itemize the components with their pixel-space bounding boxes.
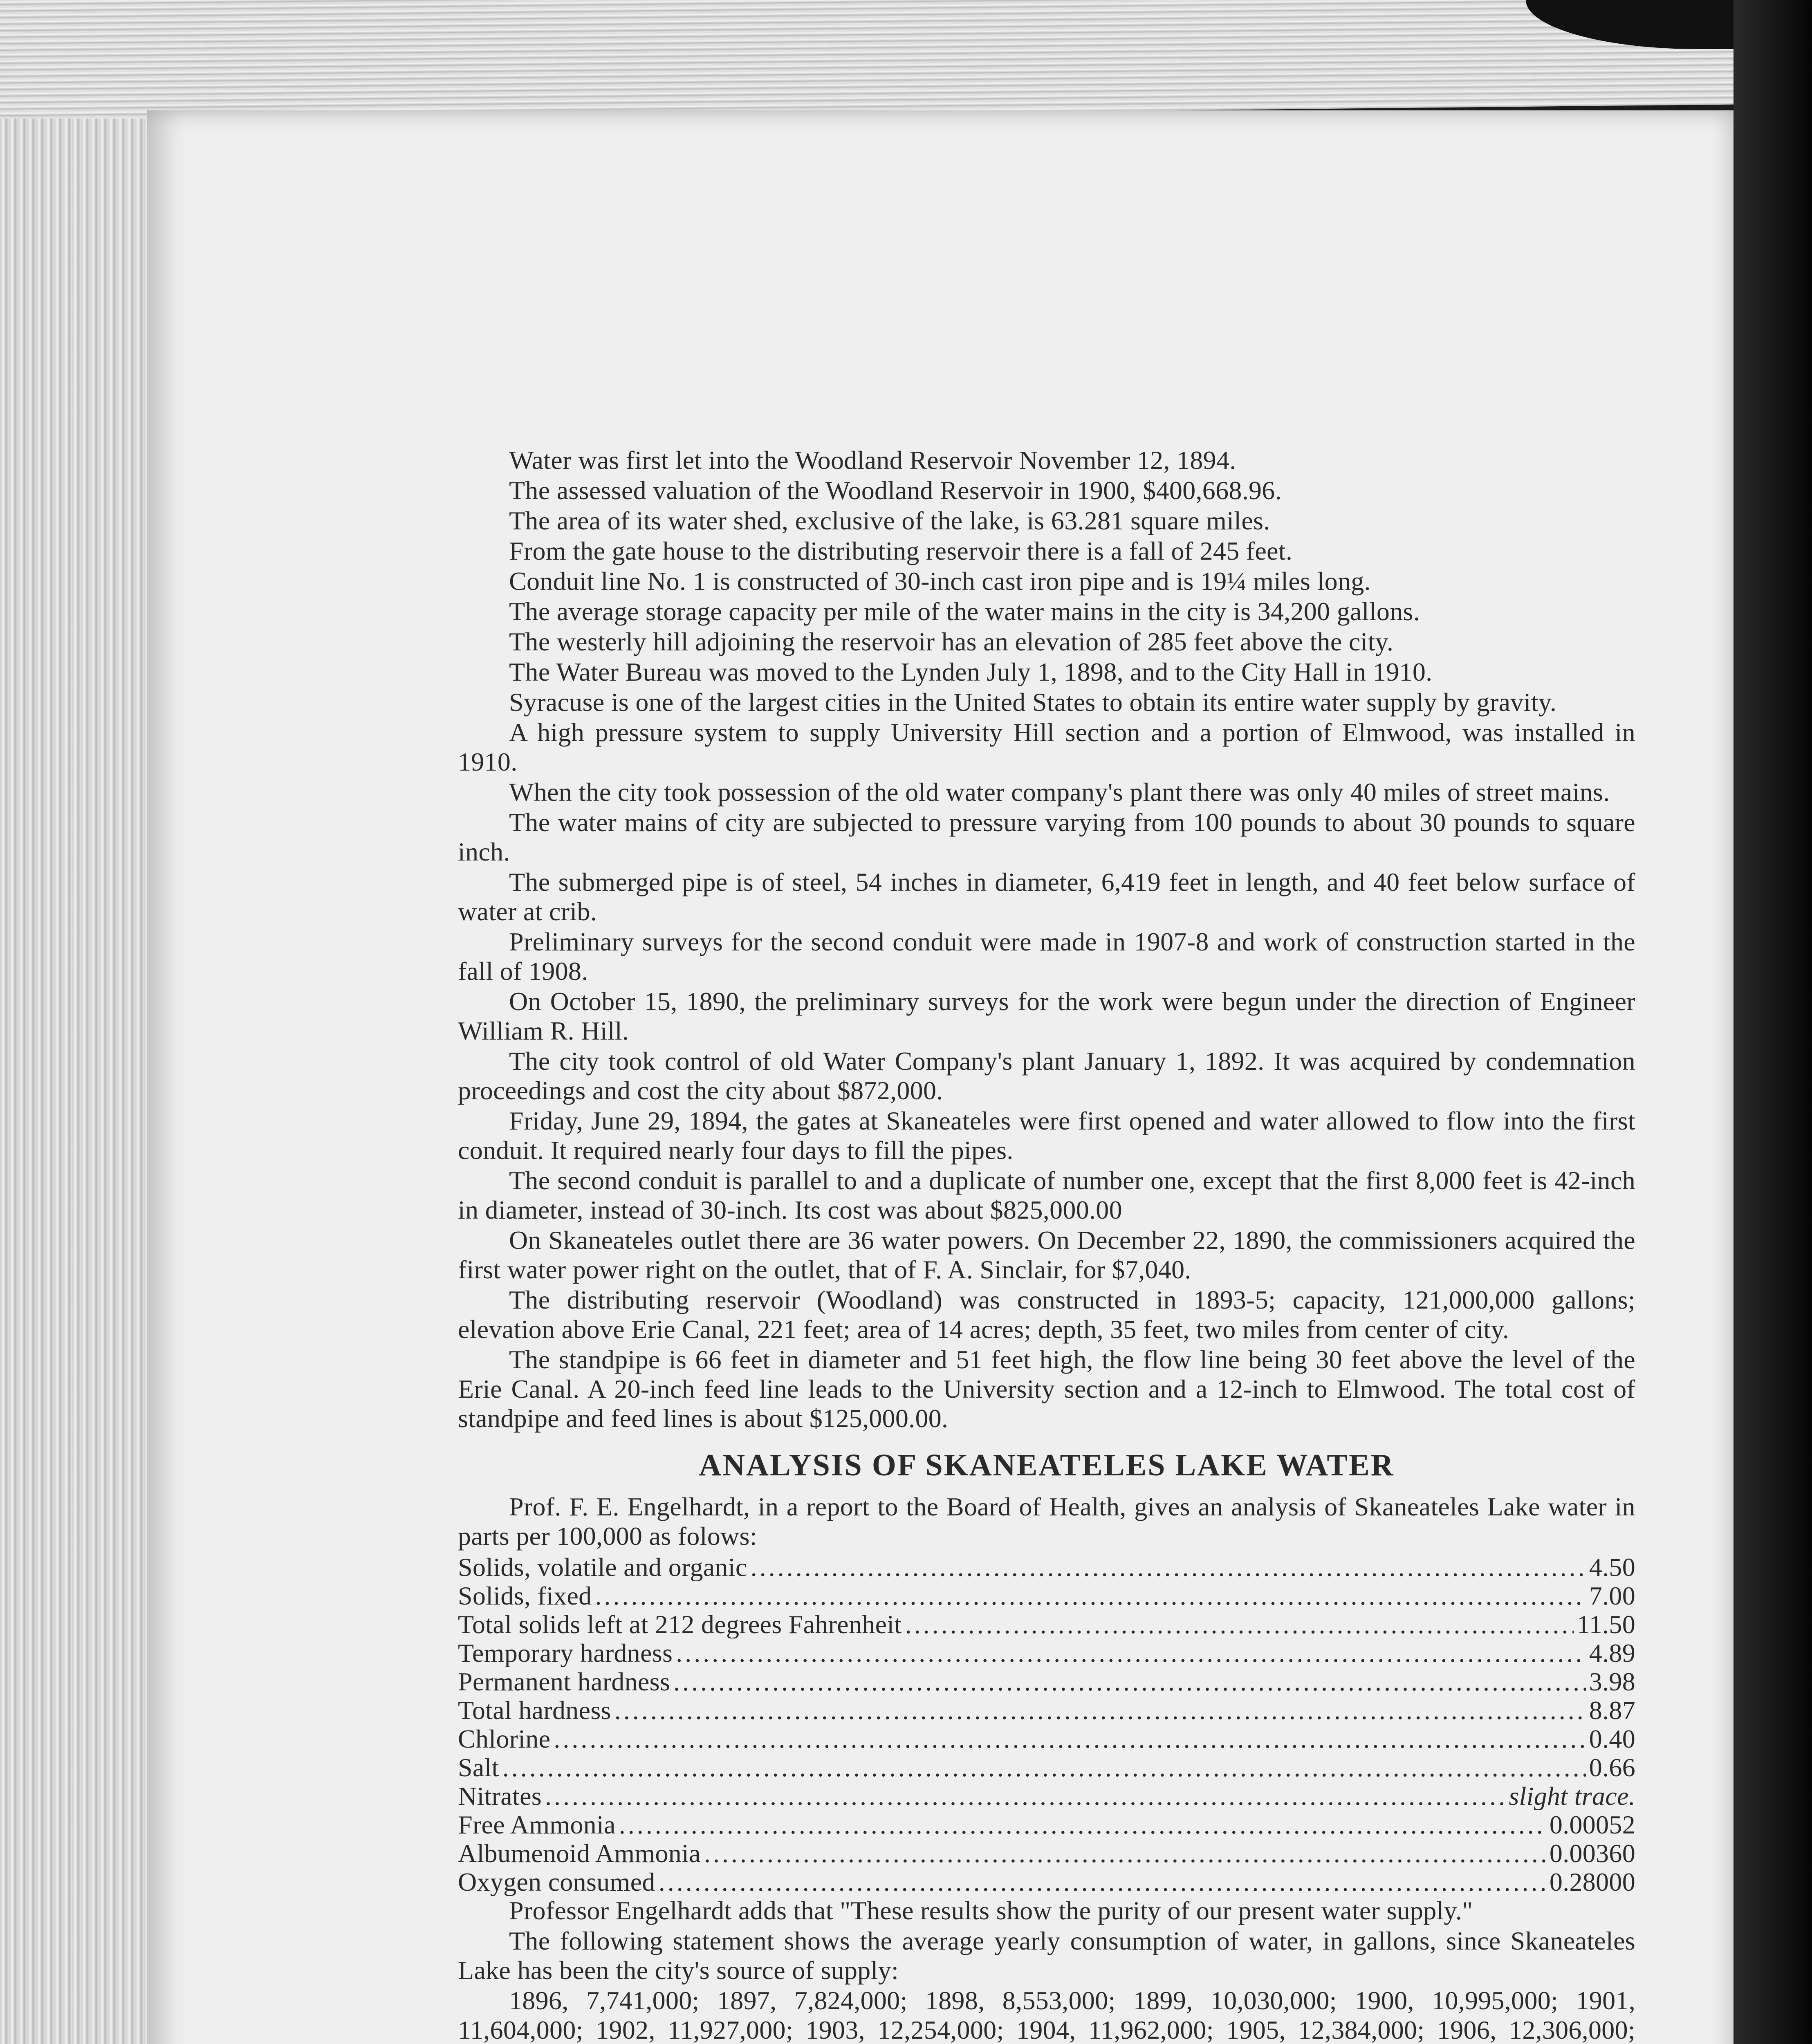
analysis-label: Salt	[458, 1753, 499, 1782]
bottom-paragraphs	[458, 1896, 1635, 2044]
dot-leader	[673, 1667, 1586, 1696]
analysis-value: 0.40	[1589, 1724, 1635, 1753]
analysis-row	[458, 1724, 1635, 1753]
analysis-value: 3.98	[1589, 1667, 1635, 1696]
paragraph: Preliminary surveys for the second conduit were made in 1907-8 and work of construction started in the fall of 1908.	[458, 927, 1635, 986]
analysis-label: Permanent hardness	[458, 1667, 671, 1696]
paragraph: Syracuse is one of the largest cities in the United States to obtain its entire water supply by gravity.	[509, 688, 1557, 717]
analysis-row	[458, 1667, 1635, 1696]
analysis-label: Nitrates	[458, 1782, 542, 1810]
analysis-label: Temporary hardness	[458, 1638, 673, 1667]
dot-leader	[545, 1782, 1505, 1810]
paragraph: From the gate house to the distributing reservoir there is a fall of 245 feet.	[509, 536, 1293, 565]
dot-leader	[676, 1638, 1586, 1667]
analysis-value: 4.89	[1589, 1638, 1635, 1667]
page-text	[458, 446, 1635, 2044]
paragraph: The submerged pipe is of steel, 54 inches in diameter, 6,419 feet in length, and 40 feet below surface of water at crib.	[458, 867, 1635, 926]
analysis-row	[458, 1753, 1635, 1782]
paragraph: The average storage capacity per mile of the water mains in the city is 34,200 gallons.	[509, 597, 1420, 626]
analysis-value: slight trace.	[1509, 1782, 1635, 1810]
paragraph: The water mains of city are subjected to pressure varying from 100 pounds to about 30 pounds to square inch.	[458, 808, 1635, 866]
analysis-label: Oxygen consumed	[458, 1867, 655, 1896]
analysis-value: 0.00360	[1549, 1839, 1635, 1867]
analysis-value: 8.87	[1589, 1696, 1635, 1724]
dot-leader	[614, 1696, 1586, 1724]
paragraph: When the city took possession of the old water company's plant there was only 40 miles of street mains.	[509, 778, 1610, 807]
analysis-label: Total hardness	[458, 1696, 611, 1724]
analysis-row	[458, 1610, 1635, 1638]
analysis-intro: Prof. F. E. Engelhardt, in a report to the Board of Health, gives an analysis of Skaneateles Lake water in parts per 100,000 as folows:	[458, 1492, 1635, 1551]
paragraph: The second conduit is parallel to and a duplicate of number one, except that the first 8,000 feet is 42-inch in diameter, instead of 30-inch. Its cost was about $825,000.00	[458, 1166, 1635, 1224]
analysis-row	[458, 1782, 1635, 1810]
dot-leader	[502, 1753, 1586, 1782]
paragraph: A high pressure system to supply University Hill section and a portion of Elmwood, was installed in 1910.	[458, 718, 1635, 776]
analysis-row	[458, 1839, 1635, 1867]
paragraph: Professor Engelhardt adds that "These results show the purity of our present water supply."	[509, 1896, 1473, 1925]
paragraph: The following statement shows the average yearly consumption of water, in gallons, since Skaneateles Lake has been the city's source of supply:	[458, 1926, 1635, 1985]
analysis-row	[458, 1810, 1635, 1839]
analysis-row	[458, 1638, 1635, 1667]
analysis-label: Albumenoid Ammonia	[458, 1839, 701, 1867]
paragraph: On Skaneateles outlet there are 36 water powers. On December 22, 1890, the commissioners acquired the first water power right on the outlet, that of F. A. Sinclair, for $7,040.	[458, 1226, 1635, 1284]
paragraph: The city took control of old Water Company's plant January 1, 1892. It was acquired by condemnation proceedings and cost the city about $872,000.	[458, 1047, 1635, 1105]
scan-border	[1734, 0, 1812, 2044]
analysis-row	[458, 1696, 1635, 1724]
paragraph: Water was first let into the Woodland Reservoir November 12, 1894.	[509, 446, 1236, 475]
dot-leader	[619, 1810, 1546, 1839]
analysis-value: 0.00052	[1549, 1810, 1635, 1839]
analysis-value: 7.00	[1589, 1581, 1635, 1610]
paragraph: On October 15, 1890, the preliminary surveys for the work were begun under the direction of Engineer William R. Hill.	[458, 987, 1635, 1045]
analysis-value: 0.66	[1589, 1753, 1635, 1782]
analysis-label: Solids, fixed	[458, 1581, 592, 1610]
analysis-label: Total solids left at 212 degrees Fahrenheit	[458, 1610, 902, 1638]
analysis-row	[458, 1553, 1635, 1581]
analysis-label: Chlorine	[458, 1724, 551, 1753]
consumption-statement: 1896, 7,741,000; 1897, 7,824,000; 1898, 8,553,000; 1899, 10,030,000; 1900, 10,995,000; 1901, 11,604,000; 1902, 11,927,000; 1903, 12,254,000; 1904, 11,962,000; 1905, 12,384,000; 1906, 12,306,000;	[458, 1986, 1635, 2044]
page-stack-edge	[0, 119, 155, 2044]
analysis-label: Solids, volatile and organic	[458, 1553, 747, 1581]
paragraph: The area of its water shed, exclusive of the lake, is 63.281 square miles.	[509, 506, 1270, 535]
analysis-value: 0.28000	[1549, 1867, 1635, 1896]
dot-leader	[704, 1839, 1546, 1867]
analysis-value: 11.50	[1577, 1610, 1635, 1638]
paragraph: Friday, June 29, 1894, the gates at Skaneateles were first opened and water allowed to flow into the first conduit. It required nearly four days to fill the pipes.	[458, 1106, 1635, 1165]
analysis-row	[458, 1867, 1635, 1896]
analysis-label: Free Ammonia	[458, 1810, 616, 1839]
paragraph: The standpipe is 66 feet in diameter and 51 feet high, the flow line being 30 feet above the level of the Erie Canal. A 20-inch feed line leads to the University section and a 12-inch to Elmwood. The total cost of standpipe and feed lines is about $125,000.00.	[458, 1345, 1635, 1433]
analysis-row	[458, 1581, 1635, 1610]
paragraph: The distributing reservoir (Woodland) was constructed in 1893-5; capacity, 121,000,000 gallons; elevation above Erie Canal, 221 feet; area of 14 acres; depth, 35 feet, two miles from center of city.	[458, 1285, 1635, 1344]
section-heading: ANALYSIS OF SKANEATELES LAKE WATER	[699, 1448, 1395, 1482]
paragraph: The assessed valuation of the Woodland Reservoir in 1900, $400,668.96.	[509, 476, 1282, 505]
dot-leader	[554, 1724, 1586, 1753]
dot-leader	[905, 1610, 1573, 1638]
paragraph: The westerly hill adjoining the reservoir has an elevation of 285 feet above the city.	[509, 627, 1394, 656]
paragraph: The Water Bureau was moved to the Lynden July 1, 1898, and to the City Hall in 1910.	[509, 657, 1433, 686]
top-paragraphs	[458, 446, 1635, 1433]
analysis-value: 4.50	[1589, 1553, 1635, 1581]
analysis-table	[458, 1553, 1635, 1896]
dot-leader	[659, 1867, 1546, 1896]
paragraph: Conduit line No. 1 is constructed of 30-inch cast iron pipe and is 19¼ miles long.	[509, 567, 1371, 596]
dot-leader	[595, 1581, 1586, 1610]
dot-leader	[751, 1553, 1586, 1581]
